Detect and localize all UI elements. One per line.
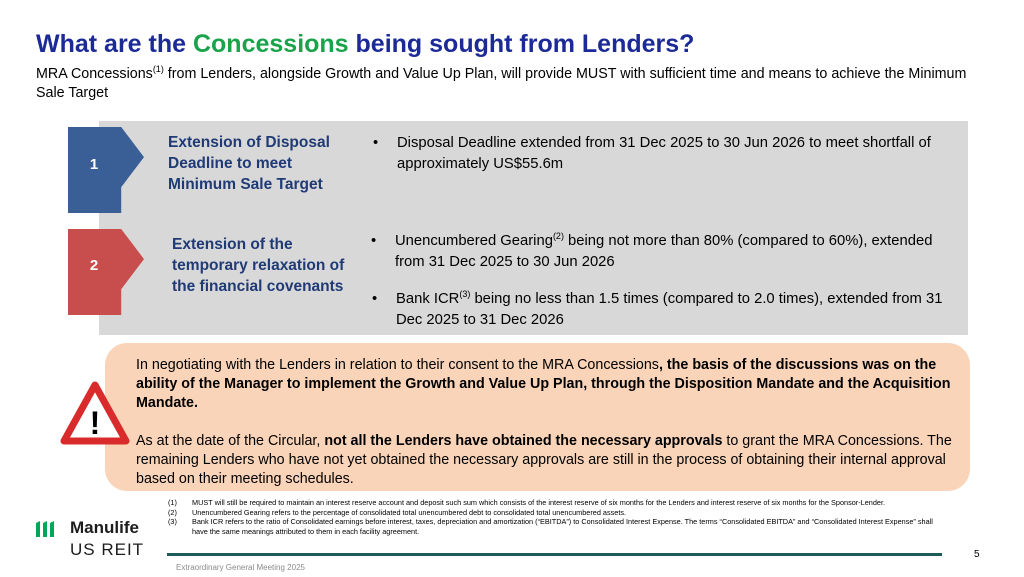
- notice-text: [136, 356, 962, 489]
- footnote-text: MUST will still be required to maintain an interest reserve account and deposit such sum which consists of the interest reserve of six months for the Lenders and interest reserve of six months for the Sponsor-Lender.: [192, 498, 886, 507]
- concession-1-number: 1: [89, 156, 99, 173]
- footnote-text: Bank ICR refers to the ratio of Consolidated earnings before interest, taxes, depreciation and amortization (“EBITDA”) to Consolidated Interest Expense. The terms “Consolidated EBITDA” and “Consolidated Interest Expense” shall have the same meanings attributed to them in each facility agreement.: [192, 517, 933, 536]
- subtitle-footnote-ref: (1): [152, 64, 164, 75]
- footnote-3: [168, 517, 938, 536]
- warning-triangle-icon: [60, 381, 130, 445]
- footer-event-name: Extraordinary General Meeting 2025: [176, 563, 305, 572]
- footnote-1: [168, 498, 938, 508]
- warning-exclamation: !: [89, 405, 101, 441]
- concession-1-bullet-1: [373, 133, 963, 175]
- bullet-text: Disposal Deadline extended from 31 Dec 2025 to 30 Jun 2026 to meet shortfall of approximately US$55.6m: [397, 135, 931, 172]
- concession-2-title: Extension of the temporary relaxation of the financial covenants: [172, 236, 345, 295]
- notice-p2-plain-start: As at the date of the Circular,: [136, 433, 325, 449]
- concession-2-bullet-2: [372, 289, 962, 331]
- bullet-symbol: •: [371, 233, 377, 249]
- notice-paragraph-2: [136, 432, 962, 489]
- concession-2-number: 2: [89, 257, 99, 274]
- concession-2-bullet-1: [371, 231, 966, 273]
- footnotes: [168, 498, 938, 536]
- page-number: 5: [974, 549, 980, 560]
- footnote-2: [168, 508, 938, 518]
- bullet-text-start: Unencumbered Gearing: [395, 233, 553, 249]
- concession-1-title: Extension of Disposal Deadline to meet Minimum Sale Target: [168, 134, 330, 193]
- notice-p2-plain-end: to grant the MRA Concessions. The remaining Lenders who have not yet obtained the necessary approvals are still in the process of obtaining their internal approval based on their meeting schedules.: [136, 433, 952, 487]
- subtitle-end: from Lenders, alongside Growth and Value Up Plan, will provide MUST with sufficient time and means to achieve the Minimum Sale Target: [36, 66, 967, 101]
- logo-subtitle: US REIT: [70, 540, 145, 559]
- footnote-number: (2): [168, 507, 177, 517]
- notice-p1-bold: , the basis of the discussions was on the ability of the Manager to implement the Growth and Value Up Plan, through the Disposition Mandate and the Acquisition Mandate.: [136, 357, 951, 411]
- bullet-text-start: Bank ICR: [396, 291, 460, 307]
- bullet-symbol: •: [372, 291, 378, 307]
- title-text-end: being sought from Lenders?: [348, 30, 695, 58]
- title-highlight: Concessions: [192, 30, 349, 58]
- logo-name: Manulife: [70, 518, 139, 537]
- notice-paragraph-1: [136, 356, 962, 413]
- bullet-text-end: being no less than 1.5 times (compared to 2.0 times), extended from 31 Dec 2025 to 31 Dec 2026: [396, 291, 943, 328]
- bullet-text-end: being not more than 80% (compared to 60%), extended from 31 Dec 2025 to 30 Jun 2026: [395, 233, 933, 270]
- bullet-symbol: •: [373, 135, 379, 151]
- title-text-start: What are the: [36, 30, 193, 58]
- bullet-footnote-ref: (3): [459, 289, 471, 300]
- page-subtitle: [36, 65, 996, 103]
- bullet-footnote-ref: (2): [552, 231, 564, 242]
- notice-p1-plain: In negotiating with the Lenders in relation to their consent to the MRA Concessions: [136, 357, 659, 373]
- footnote-number: (3): [168, 517, 177, 526]
- manulife-logo-icon: [36, 521, 56, 537]
- notice-p2-bold: not all the Lenders have obtained the necessary approvals: [324, 433, 723, 449]
- footer-divider: [167, 553, 942, 556]
- footnote-number: (1): [168, 498, 177, 507]
- subtitle-start: MRA Concessions: [36, 66, 153, 82]
- page-title: [36, 30, 694, 59]
- footnote-text: Unencumbered Gearing refers to the percentage of consolidated total unencumbered debt to consolidated total unencumbered assets.: [192, 507, 627, 517]
